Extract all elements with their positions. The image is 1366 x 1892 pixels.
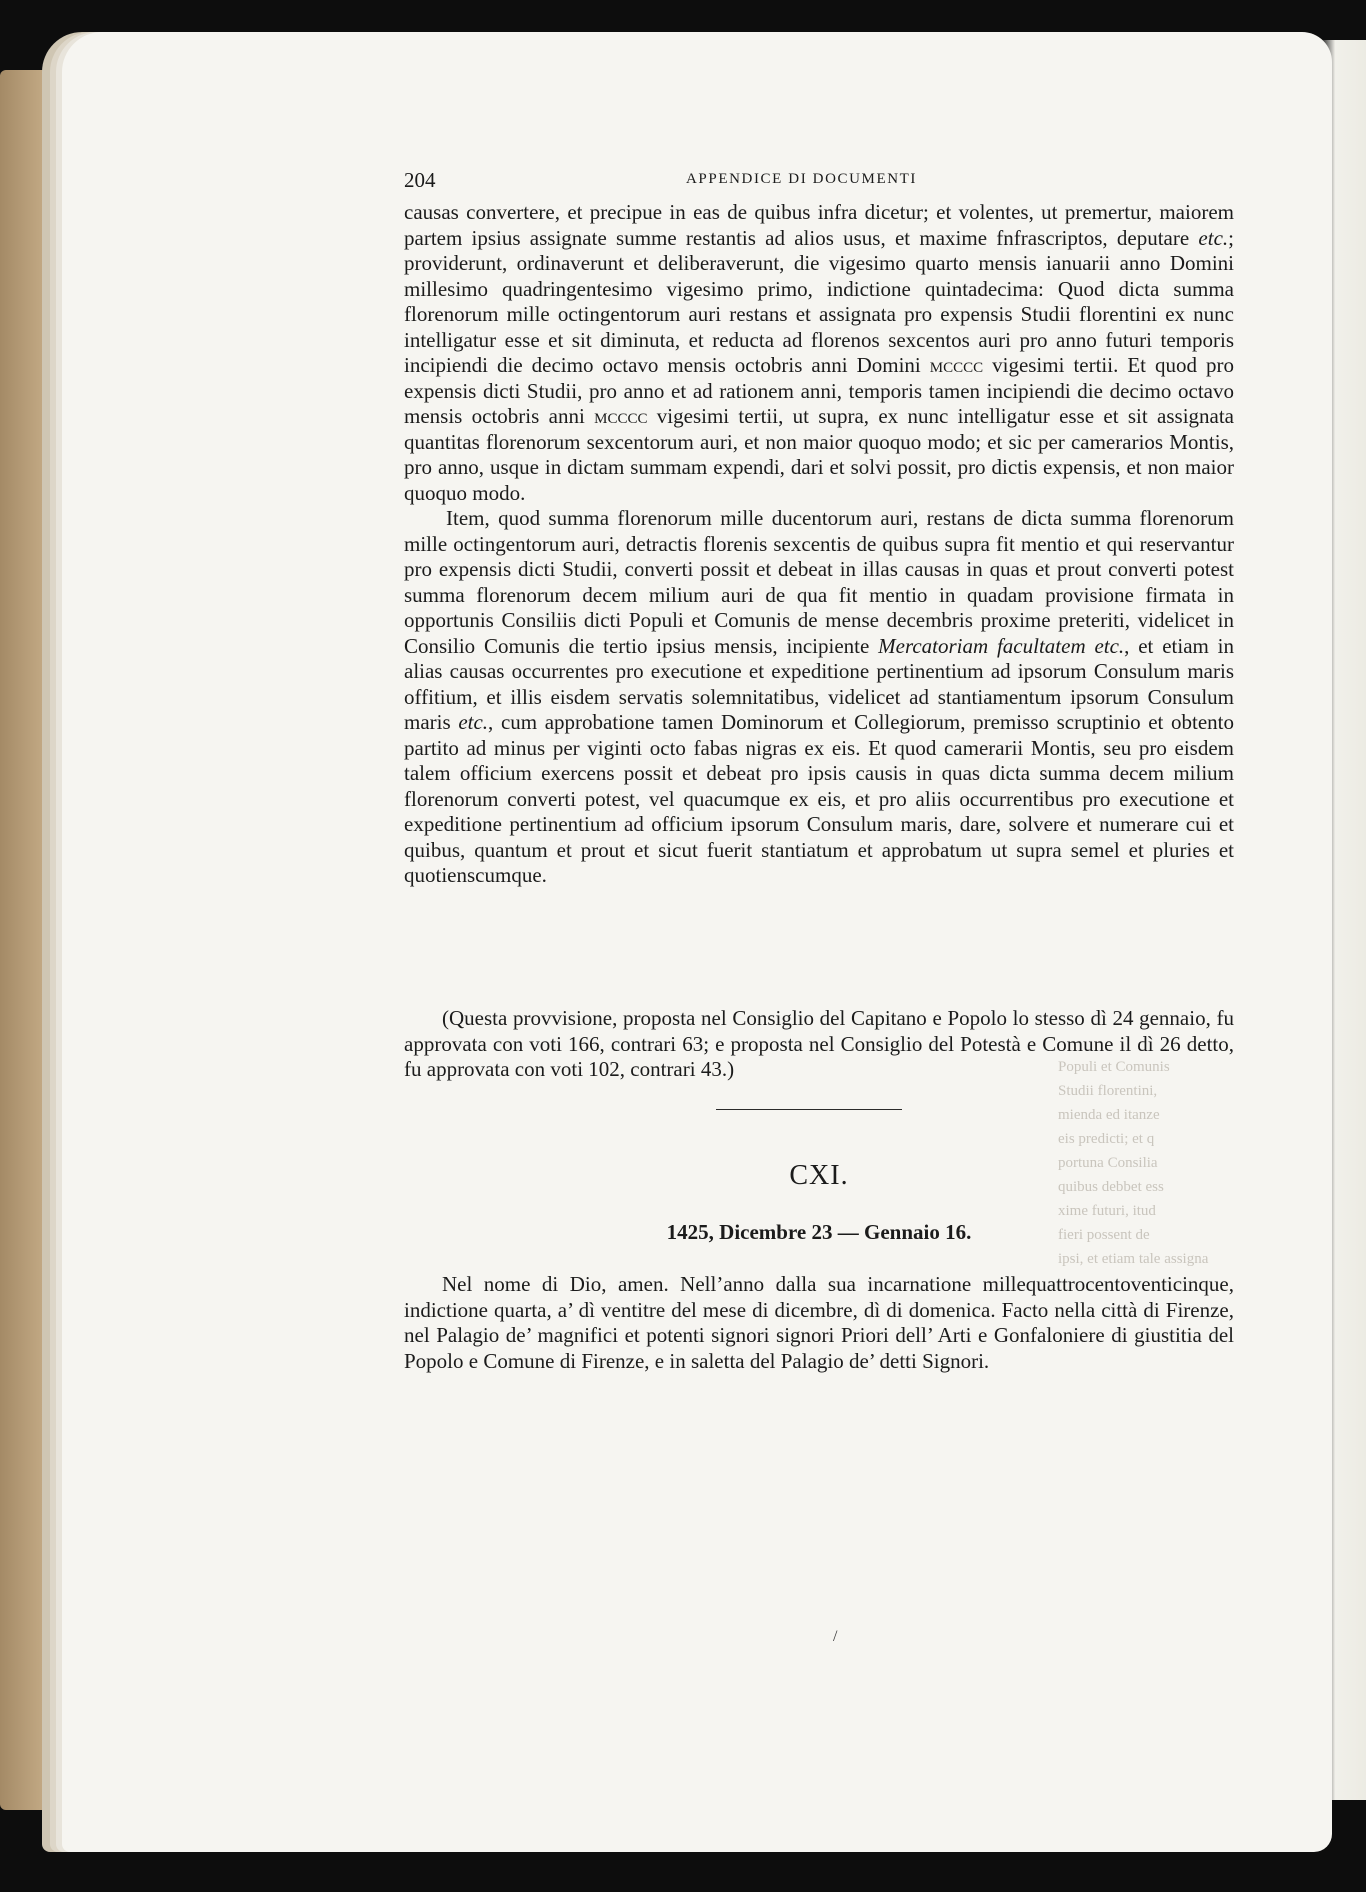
- text-run: ; providerunt, ordinaverunt et deliberaverunt, die vigesimo quarto mensis ianuarii anno Domini millesimo quadringentesimo vigesimo primo, indictione quintadecima: Quod dicta summa florenorum mille octingentorum auri restans et assignata pro expensis Studii florentini ex nunc intelligatur esse et sit diminuta, et reducta ad florenos sexcentos auri pro anno futuri temporis incipiendi die decimo octavo mensis octobris anni Domini: [404, 225, 1234, 377]
- editorial-note: (Questa provvisione, proposta nel Consiglio del Capitano e Popolo lo stesso dì 24 gennaio, fu approvata con voti 166, contrari 63; e proposta nel Consiglio del Potestà e Comune il dì 26 detto, fu approvata con voti 102, contrari 43.): [404, 1006, 1234, 1081]
- text-run: causas convertere, et precipue in eas de quibus infra dicetur; et volentes, ut premertur, maiorem partem ipsius assignate summe restantis ad alios usus, et maxime fnfrascriptos, deputare: [404, 200, 1234, 250]
- paragraph-1: [404, 200, 1234, 506]
- italic-run: etc.: [1198, 225, 1229, 250]
- text-run: Item, quod summa florenorum mille ducentorum auri, restans de dicta summa florenorum mille octingentorum auri, detractis florenis sexcentis de quibus supra fit mentio et qui reservantur pro expensis dicti Studii, converti possit et debeat in illas causas in quas et prout converti potest summa florenorum decem milium auri de qua fit mentio in quadam provisione firmata in opportunis Consiliis dicti Populi et Comunis de mense decembris proxime preteriti, videlicet in Consilio Comunis die tertio ipsius mensis, incipiente: [404, 506, 1234, 658]
- roman-numeral: mcccc: [929, 353, 984, 377]
- italic-run: Mercatoriam facultatem etc.: [878, 633, 1125, 658]
- italic-run: etc.: [458, 710, 489, 734]
- text-run: vigesimi tertii, ut supra, ex nunc intelligatur esse et sit assignata quantitas florenorum sexcentorum auri, et non maior quoquo modo; et sic per camerarios Montis, pro anno, usque in dictam summam expendi, dari et solvi possit, pro dictis expensis, et non maior quoquo modo.: [404, 404, 1235, 505]
- stray-mark: /: [833, 1628, 838, 1645]
- ghost-line: xime futuri, itud: [1058, 1203, 1156, 1219]
- ghost-line: mienda ed itanze: [1058, 1107, 1160, 1123]
- text-run: vigesimi tertii. Et quod pro expensis dicti Studii, pro anno et ad rationem anni, temporis tamen incipiendi die decimo octavo mensis octobris anni: [404, 353, 1234, 428]
- section-paragraph: Nel nome di Dio, amen. Nell’anno dalla sua incarnatione millequattrocentoventicinque, indictione quarta, a’ dì ventitre del mese di dicembre, dì di domenica. Facto nella città di Firenze, nel Palagio de’ magnifici et potenti signori signori Priori dell’ Arti e Gonfaloniere di giustitia del Popolo e Comune di Firenze, e in saletta del Palagio de’ detti Signori.: [404, 1272, 1234, 1373]
- text-run: , cum approbatione tamen Dominorum et Collegiorum, premisso scruptinio et obtento partito ad minus per viginti octo fabas nigras ex eis. Et quod camerarii Montis, seu pro eisdem talem officium exercens possit et debeat pro ipsis causis in quas dicta summa decem milium florenorum converti potest, vel quacumque ex eis, et pro aliis occurrentibus pro executione et expeditione pertinentium ad officium ipsorum Consulum maris, dare, solvere et numerare cui et quibus, quantum et prout et sicut fuerit stantiatum et approbatum ut supra semel et pluries et quotienscumque.: [404, 710, 1235, 887]
- ghost-line: Populi et Comunis: [1058, 1059, 1170, 1075]
- ghost-line: ipsi, et etiam tale assigna: [1058, 1251, 1209, 1267]
- paragraph-2: [404, 506, 1234, 889]
- section-date: 1425, Dicembre 23 — Gennaio 16.: [666, 1220, 972, 1244]
- section-number: CXI.: [789, 1160, 849, 1191]
- ghost-line: quibus debbet ess: [1058, 1179, 1164, 1195]
- document-body: [404, 200, 1234, 889]
- ghost-line: fieri possent de: [1058, 1227, 1150, 1243]
- section-divider: [716, 1109, 902, 1110]
- ghost-line: portuna Consilia: [1058, 1155, 1158, 1171]
- page-number: 204: [404, 168, 436, 192]
- text-run: , et etiam in alias causas occurrentes pro executione et expeditione pertinentium ad ipsorum Consulum maris offitium, et illis eisdem servatis solemnitatibus, videlicet ad stantiamentum ipsorum Consulum maris: [404, 633, 1235, 734]
- running-head: APPENDICE DI DOCUMENTI: [686, 171, 918, 187]
- ghost-line: Studii florentini,: [1058, 1083, 1158, 1099]
- roman-numeral: mcccc: [594, 404, 648, 428]
- ghost-line: eis predicti; et q: [1058, 1131, 1155, 1147]
